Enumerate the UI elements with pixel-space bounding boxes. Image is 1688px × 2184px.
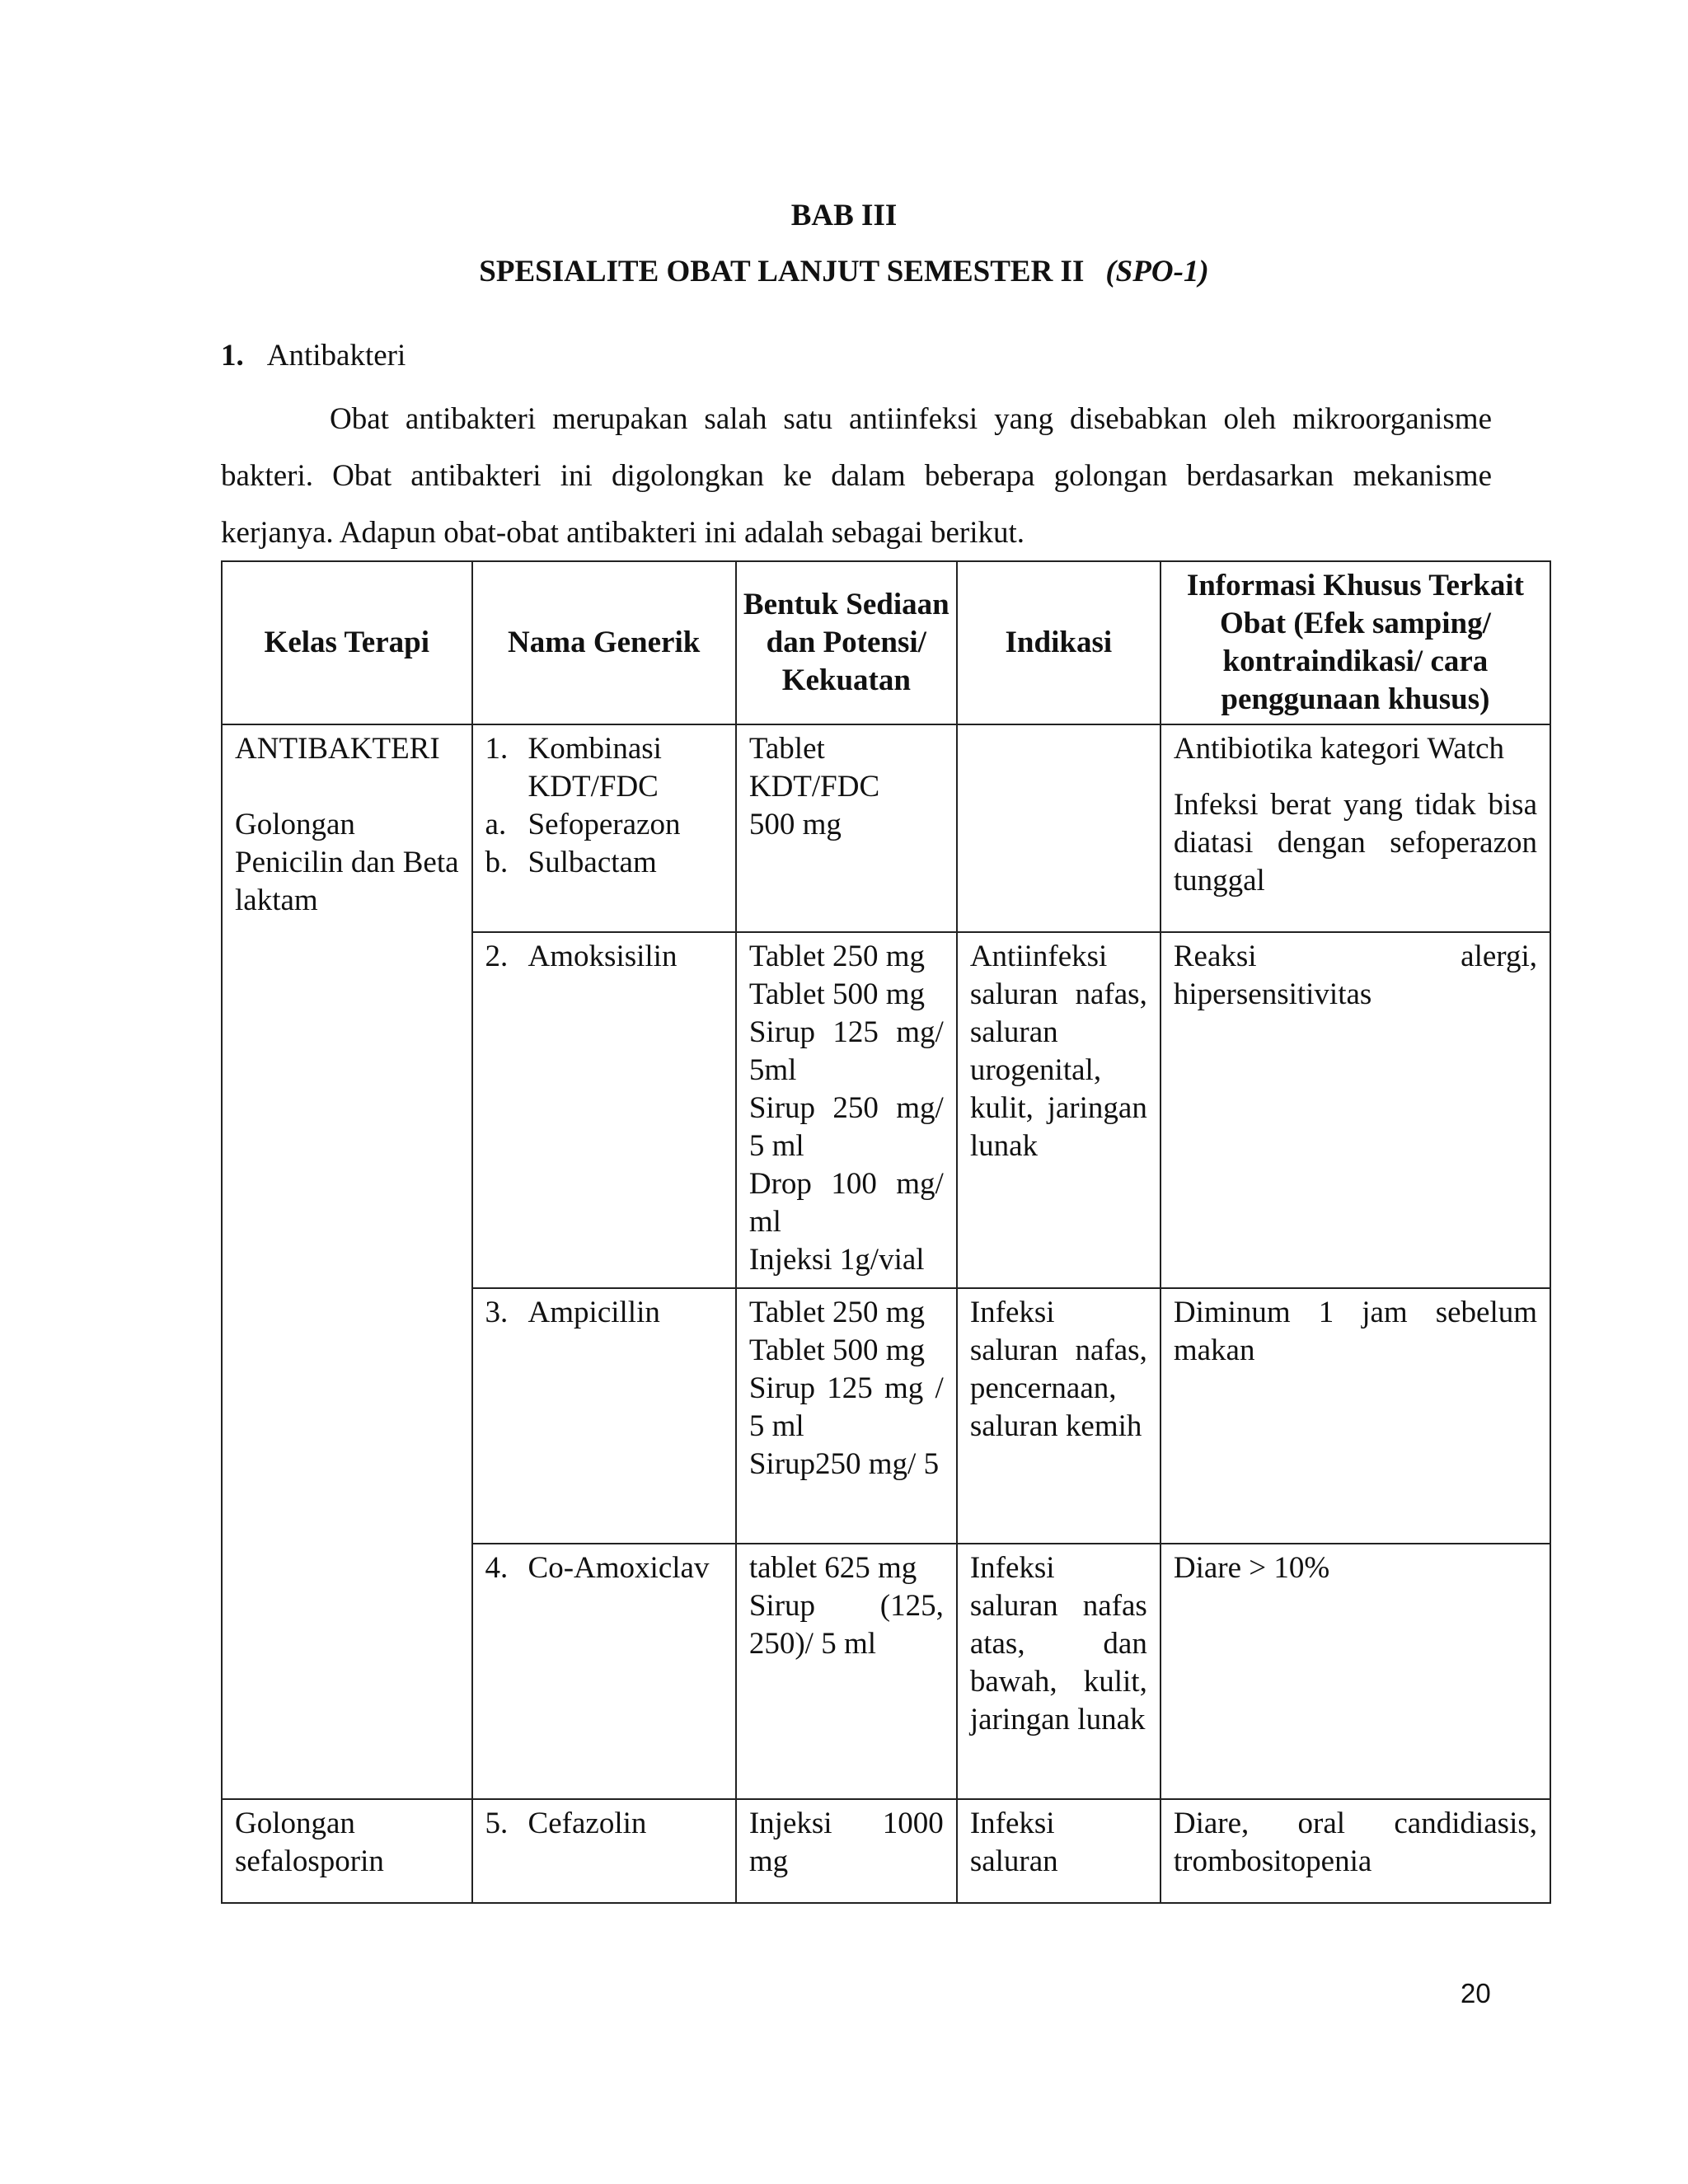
forms-cell	[736, 1544, 957, 1799]
indication-cell	[957, 724, 1160, 932]
generic-cell	[472, 1544, 736, 1799]
header-informasi-khusus: Informasi Khusus Terkait Obat (Efek samping/ kontraindikasi/ cara penggunaan khusus)	[1160, 561, 1550, 724]
form-line: Tablet 500 mg	[748, 1333, 926, 1367]
class-cell-sefalosporin: Golongan sefalosporin	[222, 1799, 472, 1903]
forms-cell	[736, 724, 957, 932]
generic-name: Kombinasi KDT/FDC	[528, 732, 662, 804]
subtitle-text: SPESIALITE OBAT LANJUT SEMESTER II	[479, 255, 1085, 288]
form-line: Drop 100 mg/ ml	[748, 1167, 944, 1239]
header-indikasi: Indikasi	[957, 561, 1160, 724]
forms-cell	[736, 932, 957, 1288]
intro-paragraph: Obat antibakteri merupakan salah satu antiinfeksi yang disebabkan oleh mikroorganisme bakteri. Obat antibakteri ini digolongkan ke dalam beberapa golongan berdasarkan mekanisme kerjanya. Adapun obat-obat antibakteri ini adalah sebagai berikut.	[221, 402, 1492, 550]
indication-cell: Infeksi saluran nafas atas, dan bawah, kulit, jaringan lunak	[957, 1544, 1160, 1799]
info-line: Infeksi berat yang tidak bisa diatasi dengan sefoperazon tunggal	[1173, 788, 1537, 898]
indication-cell: Infeksi saluran nafas, pencernaan, saluran kemih	[957, 1288, 1160, 1544]
header-bentuk-sediaan: Bentuk Sediaan dan Potensi/ Kekuatan	[736, 561, 957, 724]
section-heading	[221, 338, 406, 373]
form-line: Sirup (125, 250)/ 5 ml	[748, 1589, 944, 1661]
indication-cell: Infeksi saluran	[957, 1799, 1160, 1903]
form-line: Tablet 500 mg	[748, 977, 926, 1011]
generic-cell	[472, 1799, 736, 1903]
table-row	[222, 1799, 1550, 1903]
row-number: 1.	[485, 732, 509, 766]
info-cell: Diare > 10%	[1160, 1544, 1550, 1799]
table-header-row	[222, 561, 1550, 724]
drug-table	[221, 560, 1551, 1904]
form-line: Tablet 250 mg	[748, 940, 926, 973]
generic-cell	[472, 1288, 736, 1544]
row-number: 4.	[485, 1551, 509, 1585]
table-row	[222, 724, 1550, 932]
generic-name: Amoksisilin	[528, 940, 678, 973]
form-line: KDT/FDC	[748, 770, 880, 804]
sub-generic-name: Sulbactam	[528, 846, 657, 879]
form-line: Sirup 125 mg / 5 ml	[748, 1371, 944, 1443]
subtitle-code: (SPO-1)	[1105, 255, 1209, 288]
chapter-title: BAB III	[790, 199, 898, 232]
class-name: ANTIBAKTERI	[235, 732, 440, 766]
form-line: tablet 625 mg	[748, 1551, 917, 1585]
sub-generic-name: Sefoperazon	[528, 808, 681, 841]
form-line: Sirup250 mg/ 5	[748, 1447, 940, 1481]
generic-name: Ampicillin	[528, 1296, 660, 1329]
info-cell: Diare, oral candidiasis, trombositopenia	[1160, 1799, 1550, 1903]
header-nama-generik: Nama Generik	[472, 561, 736, 724]
generic-cell	[472, 724, 736, 932]
row-number: 5.	[485, 1807, 509, 1840]
chapter-subtitle	[0, 254, 1688, 289]
form-line: Injeksi 1g/vial	[748, 1243, 925, 1277]
form-line: Tablet 250 mg	[748, 1296, 926, 1329]
sub-marker: b.	[485, 846, 509, 879]
forms-cell: Injeksi 1000 mg	[736, 1799, 957, 1903]
class-group: Golongan Penicilin dan Beta laktam	[235, 808, 459, 917]
form-line: Sirup 250 mg/ 5 ml	[748, 1091, 944, 1163]
indication-cell: Antiinfeksi saluran nafas, saluran urogenital, kulit, jaringan lunak	[957, 932, 1160, 1288]
row-number: 2.	[485, 940, 509, 973]
form-line: 500 mg	[748, 808, 842, 841]
forms-cell	[736, 1288, 957, 1544]
form-line: Sirup 125 mg/ 5ml	[748, 1015, 944, 1087]
info-cell: Reaksi alergi, hipersensitivitas	[1160, 932, 1550, 1288]
section-title: Antibakteri	[266, 339, 406, 373]
row-number: 3.	[485, 1296, 509, 1329]
generic-name: Co-Amoxiclav	[528, 1551, 710, 1585]
info-cell: Diminum 1 jam sebelum makan	[1160, 1288, 1550, 1544]
class-cell-penicilin	[222, 724, 472, 1799]
info-line: Antibiotika kategori Watch	[1173, 732, 1505, 766]
generic-name: Cefazolin	[528, 1807, 647, 1840]
form-line: Tablet	[748, 732, 825, 766]
section-number: 1.	[221, 339, 244, 373]
sub-marker: a.	[485, 808, 507, 841]
info-cell	[1160, 724, 1550, 932]
page-number: 20	[1461, 1978, 1491, 2008]
generic-cell	[472, 932, 736, 1288]
header-kelas-terapi: Kelas Terapi	[222, 561, 472, 724]
